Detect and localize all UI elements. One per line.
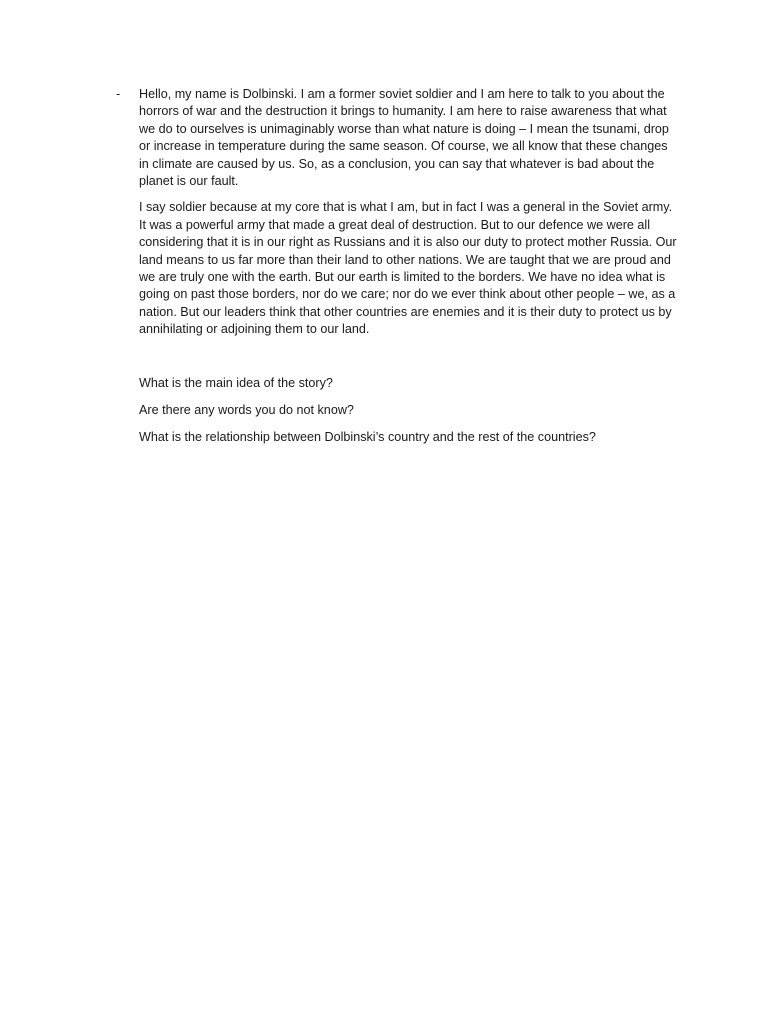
paragraph-intro: Hello, my name is Dolbinski. I am a former soviet soldier and I am here to talk to you about the horrors of war and the destruction it brings to humanity. I am here to raise awareness that what we do to ourselves is unimaginably worse than what nature is doing – I mean the tsunami, drop or increase in temperature during the same season. Of course, we all know that these changes in climate are caused by us. So, as a conclusion, you can say that whatever is bad about the planet is our fault. xyxy=(139,87,669,189)
blank-line xyxy=(139,348,679,375)
bullet-dash: - xyxy=(116,87,121,101)
paragraph-soldier: I say soldier because at my core that is what I am, but in fact I was a general in the Soviet army. It was a powerful army that made a great deal of destruction. But to our defence we were all considering that it is in our right as Russians and it is also our duty to protect mother Russia. Our land means to us far more than their land to other nations. We are taught that we are proud and we are truly one with the earth. But our earth is limited to the borders. We have no idea what is going on past those borders, nor do we care; nor do we ever think about other people – we, as a nation. But our leaders think that other countries are enemies and it is their duty to protect us by annihilating or adjoining them to our land. xyxy=(139,200,677,337)
question-unknown-words: Are there any words you do not know? xyxy=(139,402,354,417)
question-main-idea: What is the main idea of the story? xyxy=(139,375,333,390)
question-relationship: What is the relationship between Dolbinski’s country and the rest of the countries? xyxy=(139,429,596,444)
document-body xyxy=(116,86,679,455)
bullet-item xyxy=(116,86,679,190)
